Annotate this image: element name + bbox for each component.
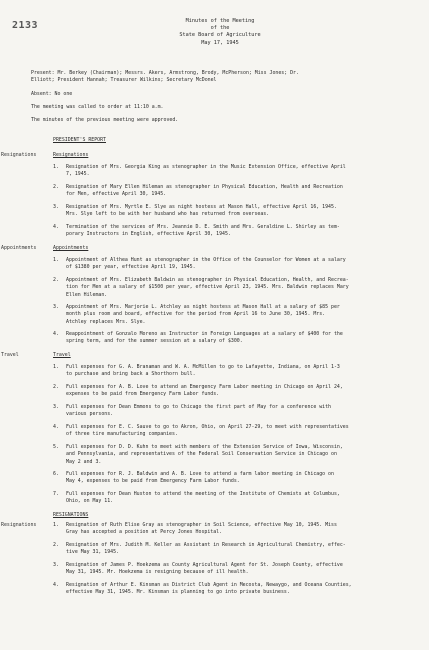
document-title xyxy=(150,18,290,47)
called-to-order-line: The meeting was called to order at 11:10 a.m. xyxy=(31,104,164,110)
item-number: 4. xyxy=(53,582,59,588)
item-line: Mrs. Slye left to be with her husband who has returned from overseas. xyxy=(66,211,270,218)
present-list xyxy=(31,70,299,84)
item-line: tion for Men at a salary of $1500 per year, effective April 23, 1945. Mrs. Baldwin replaces Mary xyxy=(66,284,349,291)
item-line: Resignation of Arthur E. Kinsman as District Club Agent in Mecosta, Newaygo, and Oceana Counties, xyxy=(66,582,352,588)
item-line: Ohio, on May 11. xyxy=(66,498,114,505)
item-number: 1. xyxy=(53,522,59,528)
item-line: tive May 31, 1945. xyxy=(66,549,119,556)
item-line: Full expenses for D. D. Kuhn to meet with members of the Extension Service of Iowa, Wisconsin, xyxy=(66,444,343,450)
item-number: 3. xyxy=(53,204,59,210)
item-number: 2. xyxy=(53,542,59,548)
item-number: 2. xyxy=(53,184,59,190)
item-line: Appointment of Althea Hunt as stenographer in the Office of the Counselor for Women at a salary xyxy=(66,257,346,263)
item-line: Reappointment of Gonzalo Moreno as Instructor in Foreign Languages at a salary of $400 for the xyxy=(66,331,343,337)
item-line: porary Instructors in English, effective April 30, 1945. xyxy=(66,231,231,238)
item-number: 2. xyxy=(53,384,59,390)
item-line: May 2 and 3. xyxy=(66,458,102,465)
minutes-approved-line: The minutes of the previous meeting were approved. xyxy=(31,117,179,123)
item-number: 5. xyxy=(53,444,59,450)
item-number: 1. xyxy=(53,164,59,170)
item-line: Appointment of Mrs. Marjorie L. Atchley as night hostess at Mason Hall at a salary of $85 per xyxy=(66,304,340,310)
item-line: expenses to be paid from Emergency Farm Labor funds. xyxy=(66,391,220,398)
item-line: Full expenses for R. J. Baldwin and A. B. Love to attend a farm labor meeting in Chicago on xyxy=(66,471,334,477)
item-line: Full expenses for G. A. Branaman and W. A. McMillen to go to Lafayette, Indiana, on April 1-3 xyxy=(66,364,340,370)
item-line: Resignation of Ruth Elise Gray as stenographer in Soil Science, effective May 10, 1945. Miss xyxy=(66,522,337,528)
item-number: 4. xyxy=(53,224,59,230)
item-line: Appointment of Mrs. Elizabeth Baldwin as stenographer in Physical Education, Health, and Recrea- xyxy=(66,277,349,283)
president-report-heading: PRESIDENT'S REPORT xyxy=(53,137,106,143)
item-number: 1. xyxy=(53,364,59,370)
item-line: Ellen Hileman. xyxy=(66,291,108,298)
section-heading-resignations: Resignations xyxy=(53,152,89,158)
item-line: Resignation of Mrs. Georgia King as stenographer in the Music Extension Office, effective April xyxy=(66,164,346,170)
item-line: Termination of the services of Mrs. Jeannie D. E. Smith and Mrs. Geraldine L. Shirley as tem- xyxy=(66,224,340,230)
item-line: Full expenses for Dean Emmons to go to Chicago the first part of May for a conference with xyxy=(66,404,331,410)
item-line: Full expenses for E. C. Sauve to go to Akron, Ohio, on April 27-29, to meet with representatives xyxy=(66,424,349,430)
item-line: Resignation of Mrs. Judith M. Keller as Assistant in Research in Agricultural Chemistry, effec- xyxy=(66,542,346,548)
item-number: 7. xyxy=(53,491,59,497)
margin-note-appointments: Appointments xyxy=(1,245,37,251)
item-number: 4. xyxy=(53,424,59,430)
item-line: Resignation of Mary Ellen Hileman as stenographer in Physical Education, Health and Recreation xyxy=(66,184,343,190)
item-line: Full expenses for Dean Huston to attend the meeting of the Institute of Chemists at Columbus, xyxy=(66,491,340,497)
present-line: Elliott; President Hannah; Treasurer Wilkins; Secretary McDonel xyxy=(31,77,217,83)
item-line: month plus room and board, effective for the period from April 16 to June 30, 1945. Mrs. xyxy=(66,311,326,318)
section-heading-resignations: RESIGNATIONS xyxy=(53,512,89,518)
item-line: of $1380 per year, effective April 19, 1945. xyxy=(66,264,196,271)
item-line: Resignation of James P. Hoekzema as County Agricultural Agent for St. Joseph County, effective xyxy=(66,562,343,568)
section-heading-travel: Travel xyxy=(53,352,71,358)
item-number: 6. xyxy=(53,471,59,477)
title-line: State Board of Agriculture xyxy=(179,32,261,39)
margin-note-travel: Travel xyxy=(1,352,19,358)
item-number: 1. xyxy=(53,257,59,263)
item-line: of three tire manufacturing companies. xyxy=(66,431,178,438)
item-line: Full expenses for A. B. Love to attend an Emergency Farm Labor meeting in Chicago on April 24, xyxy=(66,384,343,390)
item-line: and Pennsylvania, and representatives of the Federal Soil Conservation Service in Chicago on xyxy=(66,451,337,458)
margin-note-resignations: Resignations xyxy=(1,152,37,158)
item-number: 3. xyxy=(53,304,59,310)
item-line: for Men, effective April 30, 1945. xyxy=(66,191,167,198)
item-number: 3. xyxy=(53,562,59,568)
title-line: May 17, 1945 xyxy=(201,39,239,46)
item-line: May 4, expenses to be paid from Emergency Farm Labor funds. xyxy=(66,478,240,485)
title-line: of the xyxy=(210,25,230,32)
page-number: 2133 xyxy=(12,20,39,31)
item-line: Gray has accepted a position at Percy Jones Hospital. xyxy=(66,529,223,536)
item-line: 7, 1945. xyxy=(66,171,90,178)
item-line: Resignation of Mrs. Myrtle E. Slye as night hostess at Mason Hall, effective April 16, 1945. xyxy=(66,204,337,210)
margin-note-resignations: Resignations xyxy=(1,522,37,528)
item-line: spring term, and for the summer session at a salary of $300. xyxy=(66,338,243,345)
present-line: Present: Mr. Berkey (Chairman); Messrs. Akers, Armstrong, Brody, McPherson; Miss Jones; Dr. xyxy=(31,70,299,76)
item-line: various persons. xyxy=(66,411,114,418)
title-line: Minutes of the Meeting xyxy=(185,18,255,24)
item-number: 4. xyxy=(53,331,59,337)
item-line: effective May 31, 1945. Mr. Kinsman is planning to go into private business. xyxy=(66,589,290,596)
section-heading-appointments: Appointments xyxy=(53,245,89,251)
item-line: to purchase and bring back a Shorthorn bull. xyxy=(66,371,196,378)
item-line: May 31, 1945. Mr. Hoekzema is resigning because of ill health. xyxy=(66,569,249,576)
item-number: 2. xyxy=(53,277,59,283)
item-line: Atchley replaces Mrs. Slye. xyxy=(66,318,146,325)
absent-line: Absent: No one xyxy=(31,91,73,97)
item-number: 3. xyxy=(53,404,59,410)
